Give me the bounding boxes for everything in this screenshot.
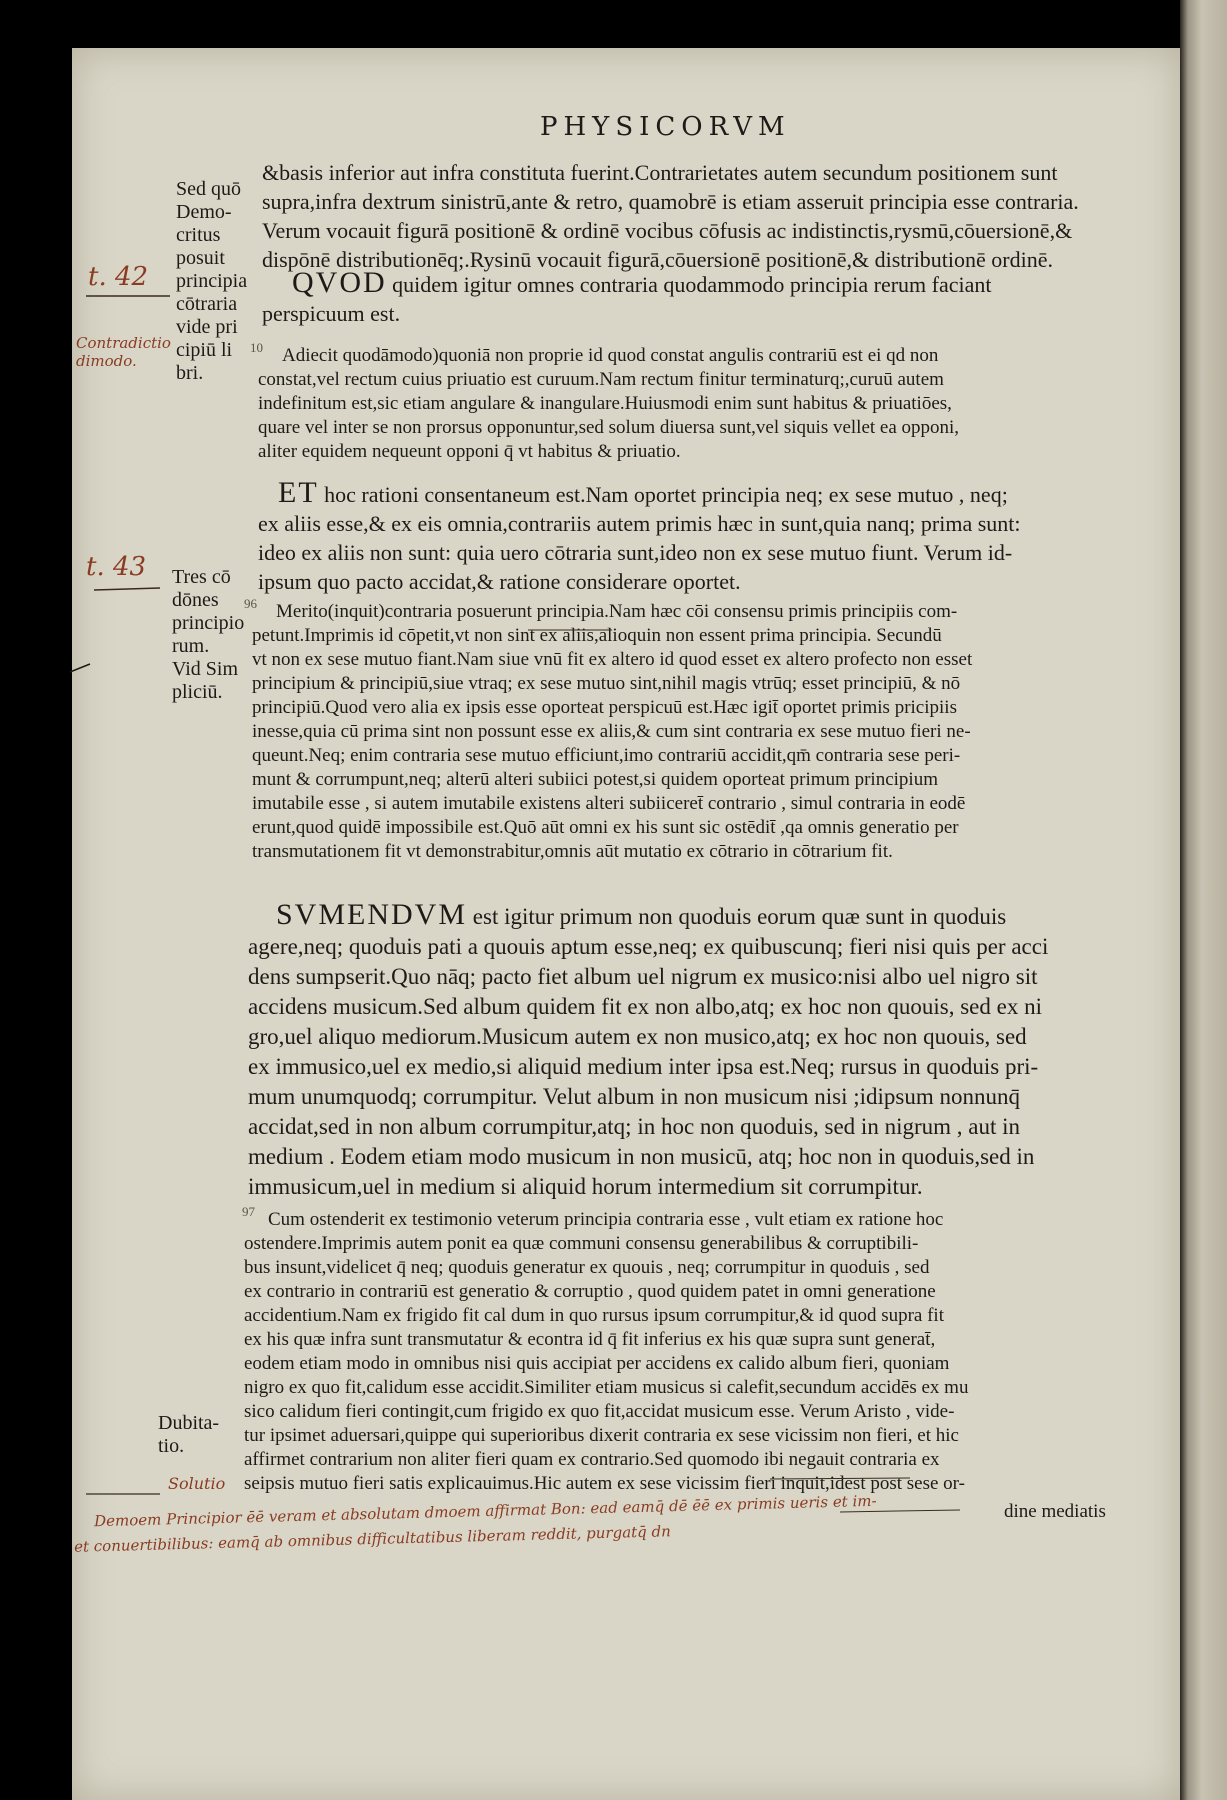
pointer-stroke (70, 664, 90, 672)
handwritten-left-note: Contradictio dimodo. (76, 334, 171, 370)
underline-stroke (94, 588, 160, 590)
handwritten-bottom-line-2: et conuertibilibus: eamq̄ ab omnibus difficultatibus liberam reddit, purgatq̄ dn (73, 1522, 672, 1556)
paragraph-2: QVOD quidem igitur omnes contraria quodammodo principia rerum faciant perspicuum est. (262, 266, 992, 326)
paragraph-3: ET hoc rationi consentaneum est.Nam oportet principia neq; ex sese mutuo , neq; ex aliis esse,& ex eis omnia,contrariis autem primis hæc in sunt,quia nanq; prima sunt: ideo ex aliis non sunt: quia uero cōtraria sunt,ideo non ex sese mutuo fiunt. Verum id- ipsum quo pacto accidat,& ratione considerare oportet. (258, 476, 1021, 594)
underline-stroke (770, 1478, 910, 1479)
commentary-marker: 10 (250, 340, 263, 355)
handwritten-solutio: Solutio (168, 1474, 226, 1493)
commentary-1: Adiecit quodāmodo)quoniā non proprie id quod constat angulis contrariū est ei qd non constat,vel rectum cuius priuatio est curuum.Nam rectum finitur terminaturq;,curuū autem indefinitum est,sic etiam angulare & inangulare.Huiusmodi enim sunt habitus & priuatiōes, quare vel inter se non prorsus opponuntur,sed solum diuersa sunt,vel siquis vellet ea opponi, aliter equidem nequeunt opponi q̄ vt habitus & priuatio. (258, 345, 960, 462)
underline-stroke (840, 1510, 960, 1512)
handwritten-bottom-line-1: Demoem Principior ēē veram et absolutam dmoem affirmat Bon: ead eamq̄ dē ēē ex primis ueris et im- (93, 1491, 877, 1531)
running-header: PHYSICORVM (540, 112, 791, 142)
commentary-marker: 97 (242, 1204, 255, 1219)
margin-note-tres-conditiones: Tres cō dōnes principio rum. Vid Sim pliciū. (172, 566, 245, 703)
paragraph-1: &basis inferior aut infra constituta fuerint.Contrarietates autem secundum positionem sunt supra,infra dextrum sinistrū,ante & retro, quamobrē is etiam asseruit principia esse contraria. Verum vocauit figurā positionē & ordinē vocibus cōfusis ac indistinctis,rysmū,cōuersionē,& dispōnē distributionēq;.Rysinū vocauit figurā,cōuersionē positionē,& distributionē ordinē. (262, 160, 1079, 272)
margin-note-democritus: Sed quō Demo- critus posuit principia cōtraria vide pri cipiū li bri. (176, 178, 248, 384)
margin-note-dubitatio: Dubita- tio. (158, 1412, 220, 1457)
handwritten-t43: t. 43 (86, 552, 147, 582)
paragraph-4: SVMENDVM est igitur primum non quoduis eorum quæ sunt in quoduis agere,neq; quoduis pati a quouis aptum esse,neq; ex quibuscunq; fieri nisi quis per acci dens sumpserit.Quo nāq; pacto fiet album uel nigrum ex musico:nisi albo uel nigro sit accidens musicum.Sed album quidem fit ex non albo,atq; ex hoc non quouis, sed ex ni gro,uel aliquo mediorum.Musicum autem ex non musico,atq; ex hoc non quouis, sed ex immusico,uel ex medio,si aliquid medium inter ipsa est.Neq; rursus in quoduis pri- mum unumquodq; corrumpitur. Velut album in non musicum nisi ;idipsum nonnunq̄ accidat,sed in non album corrumpitur,atq; in hoc non quoduis, sed in nigrum , aut in medium . Eodem etiam modo musicum in non musicū, atq; hoc non in quoduis,sed in immusicum,uel in medium si aliquid horum intermedium sit corrumpitur. (248, 898, 1049, 1199)
handwritten-t42: t. 42 (88, 262, 149, 292)
commentary-3: Cum ostenderit ex testimonio veterum principia contraria esse , vult etiam ex ratione hoc ostendere.Imprimis autem ponit ea quæ communi consensu generabilibus & corruptibili- bus insunt,videlicet q̄ neq; quoduis generatur ex quouis , neq; corrumpitur in quoduis , sed ex contrario in contrariū est generatio & corruptio , quod quidem patet in omni generatione accidentium.Nam ex frigido fit cal dum in quo rursus ipsum corrumpitur,& id quod supra fit ex his quæ infra sunt transmutatur & econtra id q̄ fit inferius ex his quæ supra sunt generat̄, eodem etiam modo in omnibus nisi quis accipiat per accidens ex calido album fieri, quoniam nigro ex quo fit,calidum esse accidit.Similiter etiam musicus si calefit,secundum accidēs ex mu sico calidum fieri contingit,cum frigido ex quo fit,accidat musicum esse. Verum Aristo , vide- tur ipsimet aduersari,quippe qui superioribus dixerit contraria ex sese vicissim non fieri, et hic affirmet contrarium non aliter fieri quam ex contrario.Sed quomodo ibi negauit contraria ex seipsis mutuo fieri satis explicauimus.Hic autem ex sese vicissim fieri inquit,idest post sese or- dine mediatis (244, 1209, 1106, 1522)
commentary-2: Merito(inquit)contraria posuerunt principia.Nam hæc cōi consensu primis principiis com- petunt.Imprimis id cōpetit,vt non sint ex aliis,alioquin non essent prima principia. Secundū vt non ex sese mutuo fiant.Nam siue vnū fit ex altero id quod esset ex altero profecto non esset principium & principiū,siue vtraq; ex sese mutuo sint,nihil magis vtrūq; esset principiū, & nō principiū.Quod vero alia ex ipsis esse oporteat perspicuū est.Hæc igit̄ oportet primis pricipiis inesse,quia cū prima sint non possunt esse ex aliis,& cum sint contraria ex sese mutuo fieri ne- queunt.Neq; enim contraria sese mutuo efficiunt,imo contrariū accidit,qm̄ contraria sese peri- munt & corrumpunt,neq; alterū alteri subiici potest,si quidem oporteat primum principium imutabile esse , si autem imutabile existens alteri subiiceret̄ contrario , simul contraria in eodē erunt,quod quidē impossibile est.Quō aūt omni ex his sunt sic ostēdit̄ ,qa omnis generatio per transmutationem fit vt demonstrabitur,omnis aūt mutatio ex cōtrario in cōtrarium fit. (252, 601, 973, 862)
commentary-marker: 96 (244, 596, 257, 611)
